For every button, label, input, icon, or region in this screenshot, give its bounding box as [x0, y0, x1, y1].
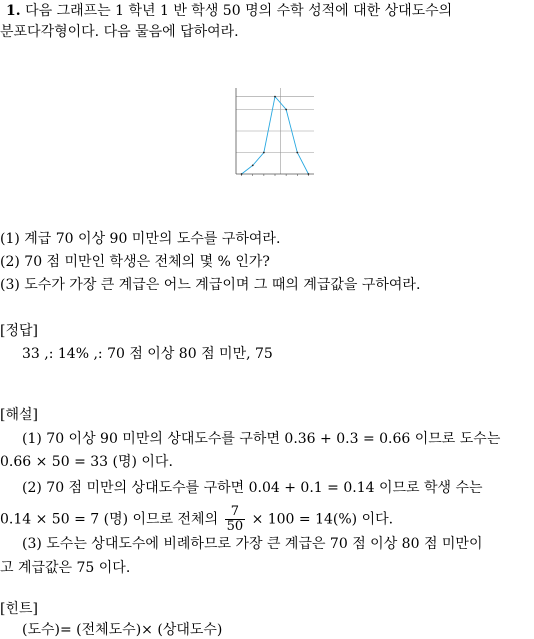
answer-header: [정답] [0, 323, 38, 339]
chart-grid [236, 88, 314, 174]
data-point [263, 152, 265, 154]
problem-intro-line1 [6, 2, 452, 20]
explanation-header: [해설] [0, 407, 38, 423]
problem-intro-text: 다음 그래프는 1 학년 1 반 학생 50 명의 수학 성적에 대한 상대도수의 [25, 3, 453, 19]
explanation-p2-line1: (2) 70 점 미만의 상대도수를 구하면 0.04 + 0.1 = 0.14 이므로 학생 수는 [22, 480, 483, 496]
series-line [242, 97, 309, 174]
hint-header: [힌트] [0, 601, 38, 617]
data-point [252, 165, 254, 167]
data-point [274, 96, 276, 98]
hint-text: (도수)= (전체도수)× (상대도수) [22, 622, 223, 638]
question-1: (1) 계급 70 이상 90 미만의 도수를 구하여라. [0, 231, 281, 247]
explanation-p3-line1: (3) 도수는 상대도수에 비례하므로 가장 큰 계급은 70 점 이상 80 점 미만이 [22, 536, 483, 552]
explanation-p2-line2 [0, 505, 393, 534]
chart-series [241, 96, 310, 175]
question-2: (2) 70 점 미만인 학생은 전체의 몇 % 인가? [0, 254, 270, 270]
data-point [296, 152, 298, 154]
explanation-p2-line2-post: × 100 = 14(%) 이다. [251, 511, 394, 528]
data-point [241, 173, 243, 175]
question-3: (3) 도수가 가장 큰 계급은 어느 계급이며 그 때의 계급값을 구하여라. [0, 277, 421, 293]
explanation-p3-line2: 고 계급값은 75 이다. [0, 560, 131, 576]
answer-text: 33 ,: 14% ,: 70 점 이상 80 점 미만, 75 [22, 346, 273, 362]
fraction-denominator: 50 [226, 519, 244, 534]
fraction-numerator: 7 [225, 505, 246, 520]
fraction-7-over-50 [225, 505, 246, 534]
relative-frequency-polygon-chart [228, 80, 318, 180]
explanation-p2-line2-pre: 0.14 × 50 = 7 (명) 이므로 전체의 [0, 511, 219, 528]
problem-intro-line2: 분포다각형이다. 다음 물음에 답하여라. [0, 24, 239, 40]
problem-number: 1. [6, 3, 21, 19]
explanation-p1-line1: (1) 70 이상 90 미만의 상대도수를 구하면 0.36 + 0.3 = 0.66 이므로 도수는 [22, 431, 501, 447]
data-point [285, 109, 287, 111]
data-point [308, 173, 310, 175]
explanation-p1-line2: 0.66 × 50 = 33 (명) 이다. [0, 454, 173, 470]
